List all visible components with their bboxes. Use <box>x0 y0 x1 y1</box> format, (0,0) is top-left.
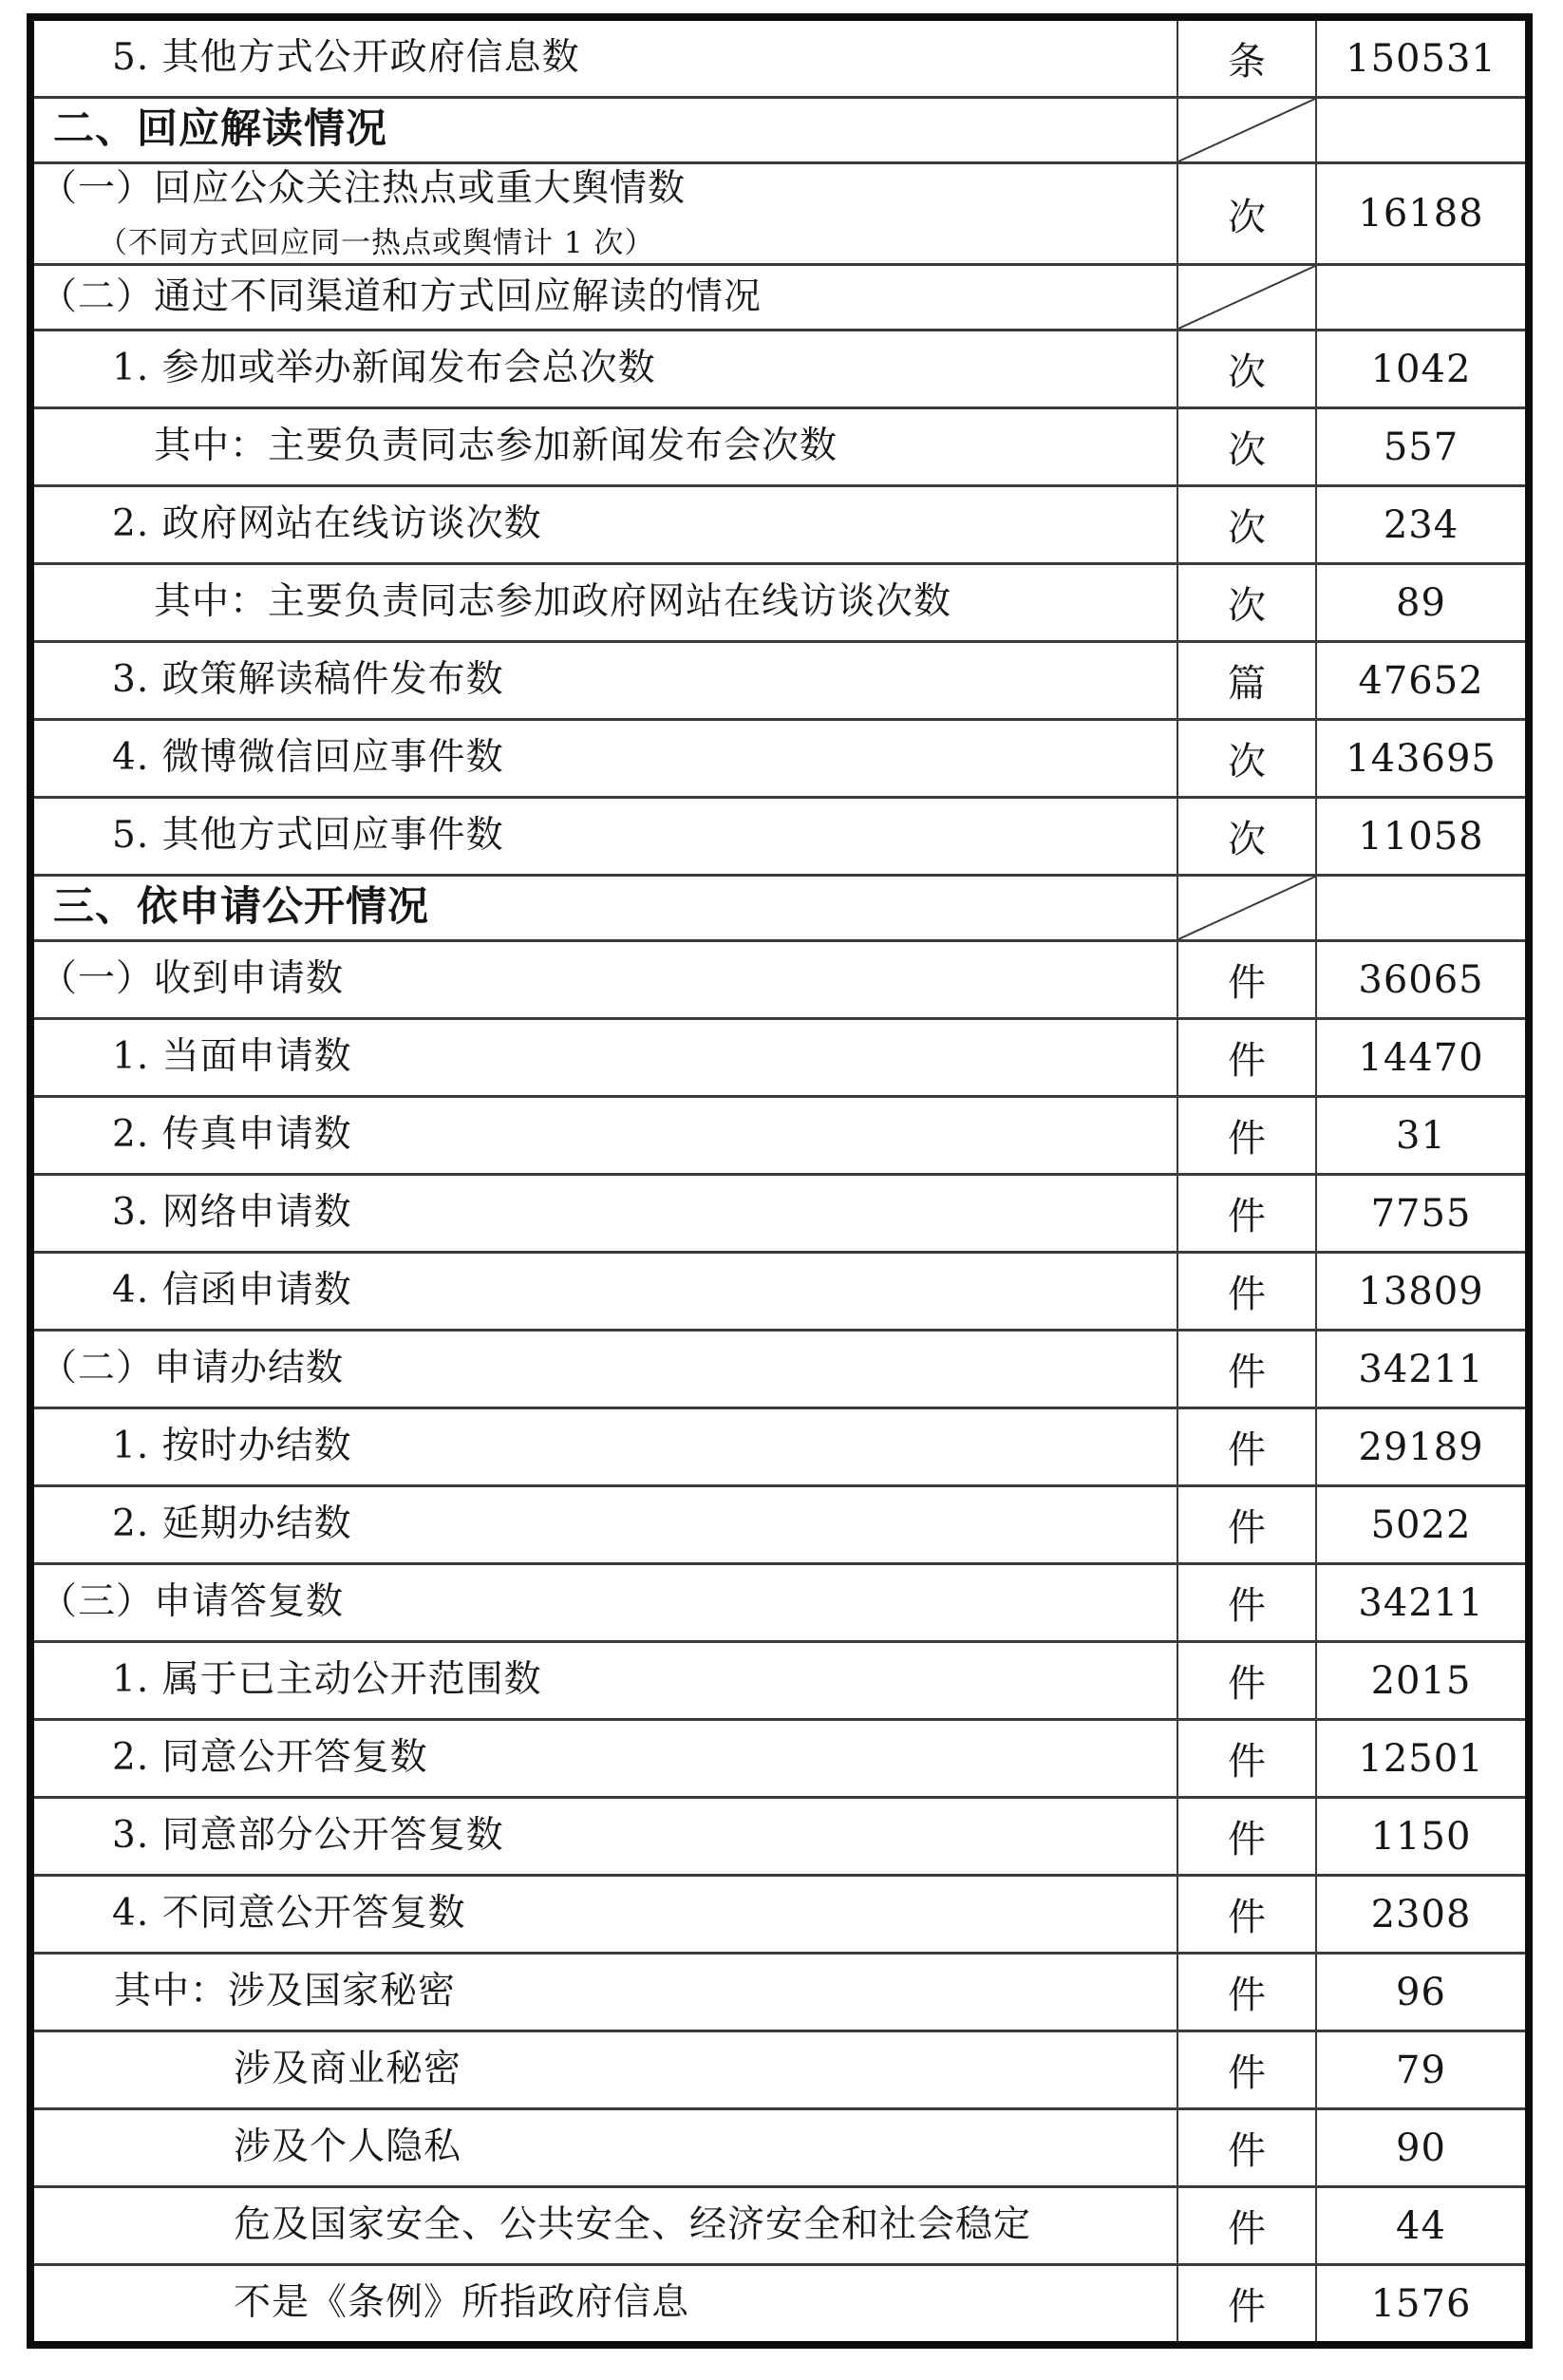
row-unit: 件 <box>1228 1273 1266 1316</box>
item-cell <box>30 17 1177 98</box>
row-unit: 件 <box>1228 1584 1266 1628</box>
row-value: 234 <box>1383 502 1459 547</box>
table-row <box>30 2109 1529 2187</box>
item-cell <box>30 163 1177 265</box>
row-note: （不同方式回应同一热点或舆情计 1 次） <box>98 225 655 260</box>
row-label: 危及国家安全、公共安全、经济安全和社会稳定 <box>234 2203 1032 2247</box>
value-cell <box>1316 1331 1529 1408</box>
unit-cell <box>1177 1331 1316 1408</box>
unit-cell <box>1177 642 1316 720</box>
item-cell <box>30 408 1177 486</box>
row-value: 96 <box>1396 1970 1446 2014</box>
table-row <box>30 17 1529 98</box>
unit-cell <box>1177 486 1316 564</box>
unit-cell <box>1177 1253 1316 1331</box>
unit-cell <box>1177 1954 1316 2031</box>
table-row <box>30 1720 1529 1798</box>
row-label: 3. 政策解读稿件发布数 <box>112 658 504 702</box>
section-header-row <box>30 876 1529 941</box>
row-value: 150531 <box>1346 36 1497 81</box>
gov-info-disclosure-table <box>27 13 1533 2349</box>
value-cell <box>1316 2187 1529 2265</box>
item-cell <box>30 1253 1177 1331</box>
table-row <box>30 1175 1529 1253</box>
row-value: 47652 <box>1358 658 1484 703</box>
table-row <box>30 486 1529 564</box>
item-cell <box>30 1564 1177 1642</box>
unit-cell <box>1177 163 1316 265</box>
item-cell <box>30 1097 1177 1175</box>
value-cell <box>1316 798 1529 876</box>
table-row <box>30 1408 1529 1486</box>
row-unit: 件 <box>1228 1662 1266 1706</box>
row-unit: 件 <box>1228 1896 1266 1939</box>
row-unit: 件 <box>1228 1039 1266 1083</box>
item-cell <box>30 564 1177 642</box>
unit-cell <box>1177 1175 1316 1253</box>
unit-cell <box>1177 1642 1316 1720</box>
unit-cell <box>1177 1486 1316 1564</box>
value-cell <box>1316 2265 1529 2346</box>
table-row <box>30 163 1529 265</box>
unit-cell <box>1177 1564 1316 1642</box>
row-unit: 次 <box>1228 506 1266 550</box>
row-unit: 件 <box>1228 2207 1266 2251</box>
row-unit: 件 <box>1228 1428 1266 1472</box>
row-value: 1150 <box>1370 1814 1472 1859</box>
unit-cell <box>1177 98 1316 163</box>
unit-cell <box>1177 17 1316 98</box>
row-label: 3. 网络申请数 <box>112 1191 352 1235</box>
row-label: 2. 延期办结数 <box>112 1502 352 1546</box>
row-value: 1576 <box>1370 2281 1472 2326</box>
item-cell <box>30 2109 1177 2187</box>
value-cell <box>1316 642 1529 720</box>
table-row <box>30 2265 1529 2346</box>
row-value: 14470 <box>1358 1035 1484 1080</box>
row-label: 涉及个人隐私 <box>234 2125 462 2169</box>
unit-cell <box>1177 265 1316 331</box>
value-cell <box>1316 1876 1529 1954</box>
row-unit: 件 <box>1228 1740 1266 1784</box>
item-cell <box>30 265 1177 331</box>
table-row <box>30 331 1529 408</box>
unit-cell <box>1177 331 1316 408</box>
row-value: 89 <box>1396 580 1446 625</box>
row-value: 2308 <box>1370 1892 1472 1936</box>
row-label: 不是《条例》所指政府信息 <box>234 2281 690 2325</box>
value-cell <box>1316 265 1529 331</box>
table-row <box>30 1019 1529 1097</box>
row-value: 36065 <box>1358 957 1484 1002</box>
row-unit: 件 <box>1228 1818 1266 1861</box>
row-value: 90 <box>1396 2125 1446 2170</box>
item-cell <box>30 98 1177 163</box>
row-value: 5022 <box>1370 1502 1472 1547</box>
value-cell <box>1316 1642 1529 1720</box>
value-cell <box>1316 408 1529 486</box>
row-unit: 件 <box>1228 1506 1266 1550</box>
unit-cell <box>1177 1876 1316 1954</box>
item-cell <box>30 2187 1177 2265</box>
table-row <box>30 798 1529 876</box>
table-row <box>30 2187 1529 2265</box>
row-value: 29189 <box>1358 1425 1484 1469</box>
value-cell <box>1316 1097 1529 1175</box>
row-unit: 件 <box>1228 1351 1266 1394</box>
table-row <box>30 941 1529 1019</box>
row-label: 5. 其他方式公开政府信息数 <box>112 36 580 80</box>
table-row <box>30 564 1529 642</box>
item-cell <box>30 1175 1177 1253</box>
row-value: 79 <box>1396 2048 1446 2092</box>
row-value: 44 <box>1396 2203 1446 2248</box>
row-unit: 次 <box>1228 350 1266 394</box>
value-cell <box>1316 2109 1529 2187</box>
row-unit: 篇 <box>1228 662 1266 706</box>
value-cell <box>1316 876 1529 941</box>
row-label: 二、回应解读情况 <box>53 105 387 154</box>
row-value: 16188 <box>1358 192 1484 236</box>
unit-cell <box>1177 798 1316 876</box>
item-cell <box>30 331 1177 408</box>
row-label: 1. 属于已主动公开范围数 <box>112 1658 542 1702</box>
value-cell <box>1316 1019 1529 1097</box>
table-row <box>30 642 1529 720</box>
table-row <box>30 1564 1529 1642</box>
value-cell <box>1316 2031 1529 2109</box>
diagonal-line <box>1178 877 1315 939</box>
row-label: 1. 当面申请数 <box>112 1035 352 1079</box>
row-label: （二）申请办结数 <box>40 1347 345 1390</box>
item-cell <box>30 798 1177 876</box>
row-label: 1. 参加或举办新闻发布会总次数 <box>112 347 656 390</box>
row-value: 31 <box>1396 1113 1446 1158</box>
row-label: 3. 同意部分公开答复数 <box>112 1814 504 1858</box>
table-row <box>30 1876 1529 1954</box>
item-cell <box>30 720 1177 798</box>
unit-cell <box>1177 1720 1316 1798</box>
row-value: 557 <box>1383 425 1459 469</box>
row-unit: 件 <box>1228 1195 1266 1238</box>
table-row <box>30 1486 1529 1564</box>
row-label: 4. 信函申请数 <box>112 1269 352 1313</box>
unit-cell <box>1177 941 1316 1019</box>
row-label: 4. 微博微信回应事件数 <box>112 736 504 780</box>
table-row <box>30 1253 1529 1331</box>
row-label: 涉及商业秘密 <box>234 2048 462 2091</box>
value-cell <box>1316 98 1529 163</box>
item-cell <box>30 1720 1177 1798</box>
row-label: （一）回应公众关注热点或重大舆情数 <box>40 167 687 211</box>
row-unit: 件 <box>1228 2285 1266 2329</box>
unit-cell <box>1177 2031 1316 2109</box>
item-cell <box>30 1642 1177 1720</box>
row-unit: 条 <box>1228 40 1266 84</box>
item-cell <box>30 2265 1177 2346</box>
value-cell <box>1316 1720 1529 1798</box>
row-label: （一）收到申请数 <box>40 957 345 1001</box>
row-unit: 次 <box>1228 584 1266 628</box>
table-row <box>30 720 1529 798</box>
table-row <box>30 1642 1529 1720</box>
item-cell <box>30 1876 1177 1954</box>
section-header-row <box>30 265 1529 331</box>
row-unit: 次 <box>1228 428 1266 472</box>
row-value: 7755 <box>1370 1191 1472 1236</box>
item-cell <box>30 1798 1177 1876</box>
unit-cell <box>1177 720 1316 798</box>
diagonal-line <box>1178 266 1315 329</box>
row-label: （三）申请答复数 <box>40 1580 345 1624</box>
unit-cell <box>1177 1798 1316 1876</box>
table-row <box>30 1954 1529 2031</box>
value-cell <box>1316 1564 1529 1642</box>
value-cell <box>1316 486 1529 564</box>
row-label: 2. 政府网站在线访谈次数 <box>112 502 542 546</box>
value-cell <box>1316 1486 1529 1564</box>
item-cell <box>30 941 1177 1019</box>
item-cell <box>30 1019 1177 1097</box>
table-row <box>30 1331 1529 1408</box>
row-unit: 件 <box>1228 1117 1266 1161</box>
item-cell <box>30 642 1177 720</box>
unit-cell <box>1177 564 1316 642</box>
row-label: 5. 其他方式回应事件数 <box>112 814 504 858</box>
row-label: 其中：主要负责同志参加政府网站在线访谈次数 <box>154 580 952 624</box>
unit-cell <box>1177 2265 1316 2346</box>
row-unit: 件 <box>1228 961 1266 1005</box>
value-cell <box>1316 1798 1529 1876</box>
value-cell <box>1316 331 1529 408</box>
row-value: 13809 <box>1358 1269 1484 1313</box>
row-label: 其中：涉及国家秘密 <box>114 1970 457 2013</box>
unit-cell <box>1177 1097 1316 1175</box>
unit-cell <box>1177 408 1316 486</box>
unit-cell <box>1177 2109 1316 2187</box>
row-label: 2. 同意公开答复数 <box>112 1736 428 1780</box>
diagonal-line <box>1178 99 1315 161</box>
row-unit: 次 <box>1228 740 1266 784</box>
value-cell <box>1316 1175 1529 1253</box>
row-value: 34211 <box>1358 1347 1484 1391</box>
item-cell <box>30 876 1177 941</box>
row-value: 34211 <box>1358 1580 1484 1625</box>
item-cell <box>30 1954 1177 2031</box>
value-cell <box>1316 564 1529 642</box>
row-label: 2. 传真申请数 <box>112 1113 352 1157</box>
item-cell <box>30 1486 1177 1564</box>
row-unit: 次 <box>1228 195 1266 239</box>
row-value: 2015 <box>1370 1658 1472 1703</box>
row-label: 其中：主要负责同志参加新闻发布会次数 <box>154 425 838 468</box>
item-cell <box>30 486 1177 564</box>
section-header-row <box>30 98 1529 163</box>
item-cell <box>30 1331 1177 1408</box>
value-cell <box>1316 1253 1529 1331</box>
value-cell <box>1316 163 1529 265</box>
item-cell <box>30 2031 1177 2109</box>
item-cell <box>30 1408 1177 1486</box>
value-cell <box>1316 720 1529 798</box>
row-unit: 件 <box>1228 2129 1266 2173</box>
row-label: 三、依申请公开情况 <box>53 883 429 932</box>
table-row <box>30 1097 1529 1175</box>
row-unit: 件 <box>1228 1974 1266 2017</box>
unit-cell <box>1177 876 1316 941</box>
unit-cell <box>1177 1408 1316 1486</box>
row-label: 4. 不同意公开答复数 <box>112 1892 466 1936</box>
row-unit: 件 <box>1228 2051 1266 2095</box>
table-row <box>30 2031 1529 2109</box>
value-cell <box>1316 1408 1529 1486</box>
value-cell <box>1316 1954 1529 2031</box>
unit-cell <box>1177 1019 1316 1097</box>
row-label: （二）通过不同渠道和方式回应解读的情况 <box>40 274 763 318</box>
row-unit: 次 <box>1228 818 1266 861</box>
value-cell <box>1316 941 1529 1019</box>
row-value: 12501 <box>1358 1736 1484 1781</box>
row-value: 11058 <box>1358 814 1484 859</box>
table-row <box>30 1798 1529 1876</box>
unit-cell <box>1177 2187 1316 2265</box>
table-row <box>30 408 1529 486</box>
table-body <box>30 17 1529 2345</box>
row-value: 1042 <box>1370 347 1472 391</box>
row-label: 1. 按时办结数 <box>112 1425 352 1468</box>
value-cell <box>1316 17 1529 98</box>
row-value: 143695 <box>1346 736 1497 781</box>
